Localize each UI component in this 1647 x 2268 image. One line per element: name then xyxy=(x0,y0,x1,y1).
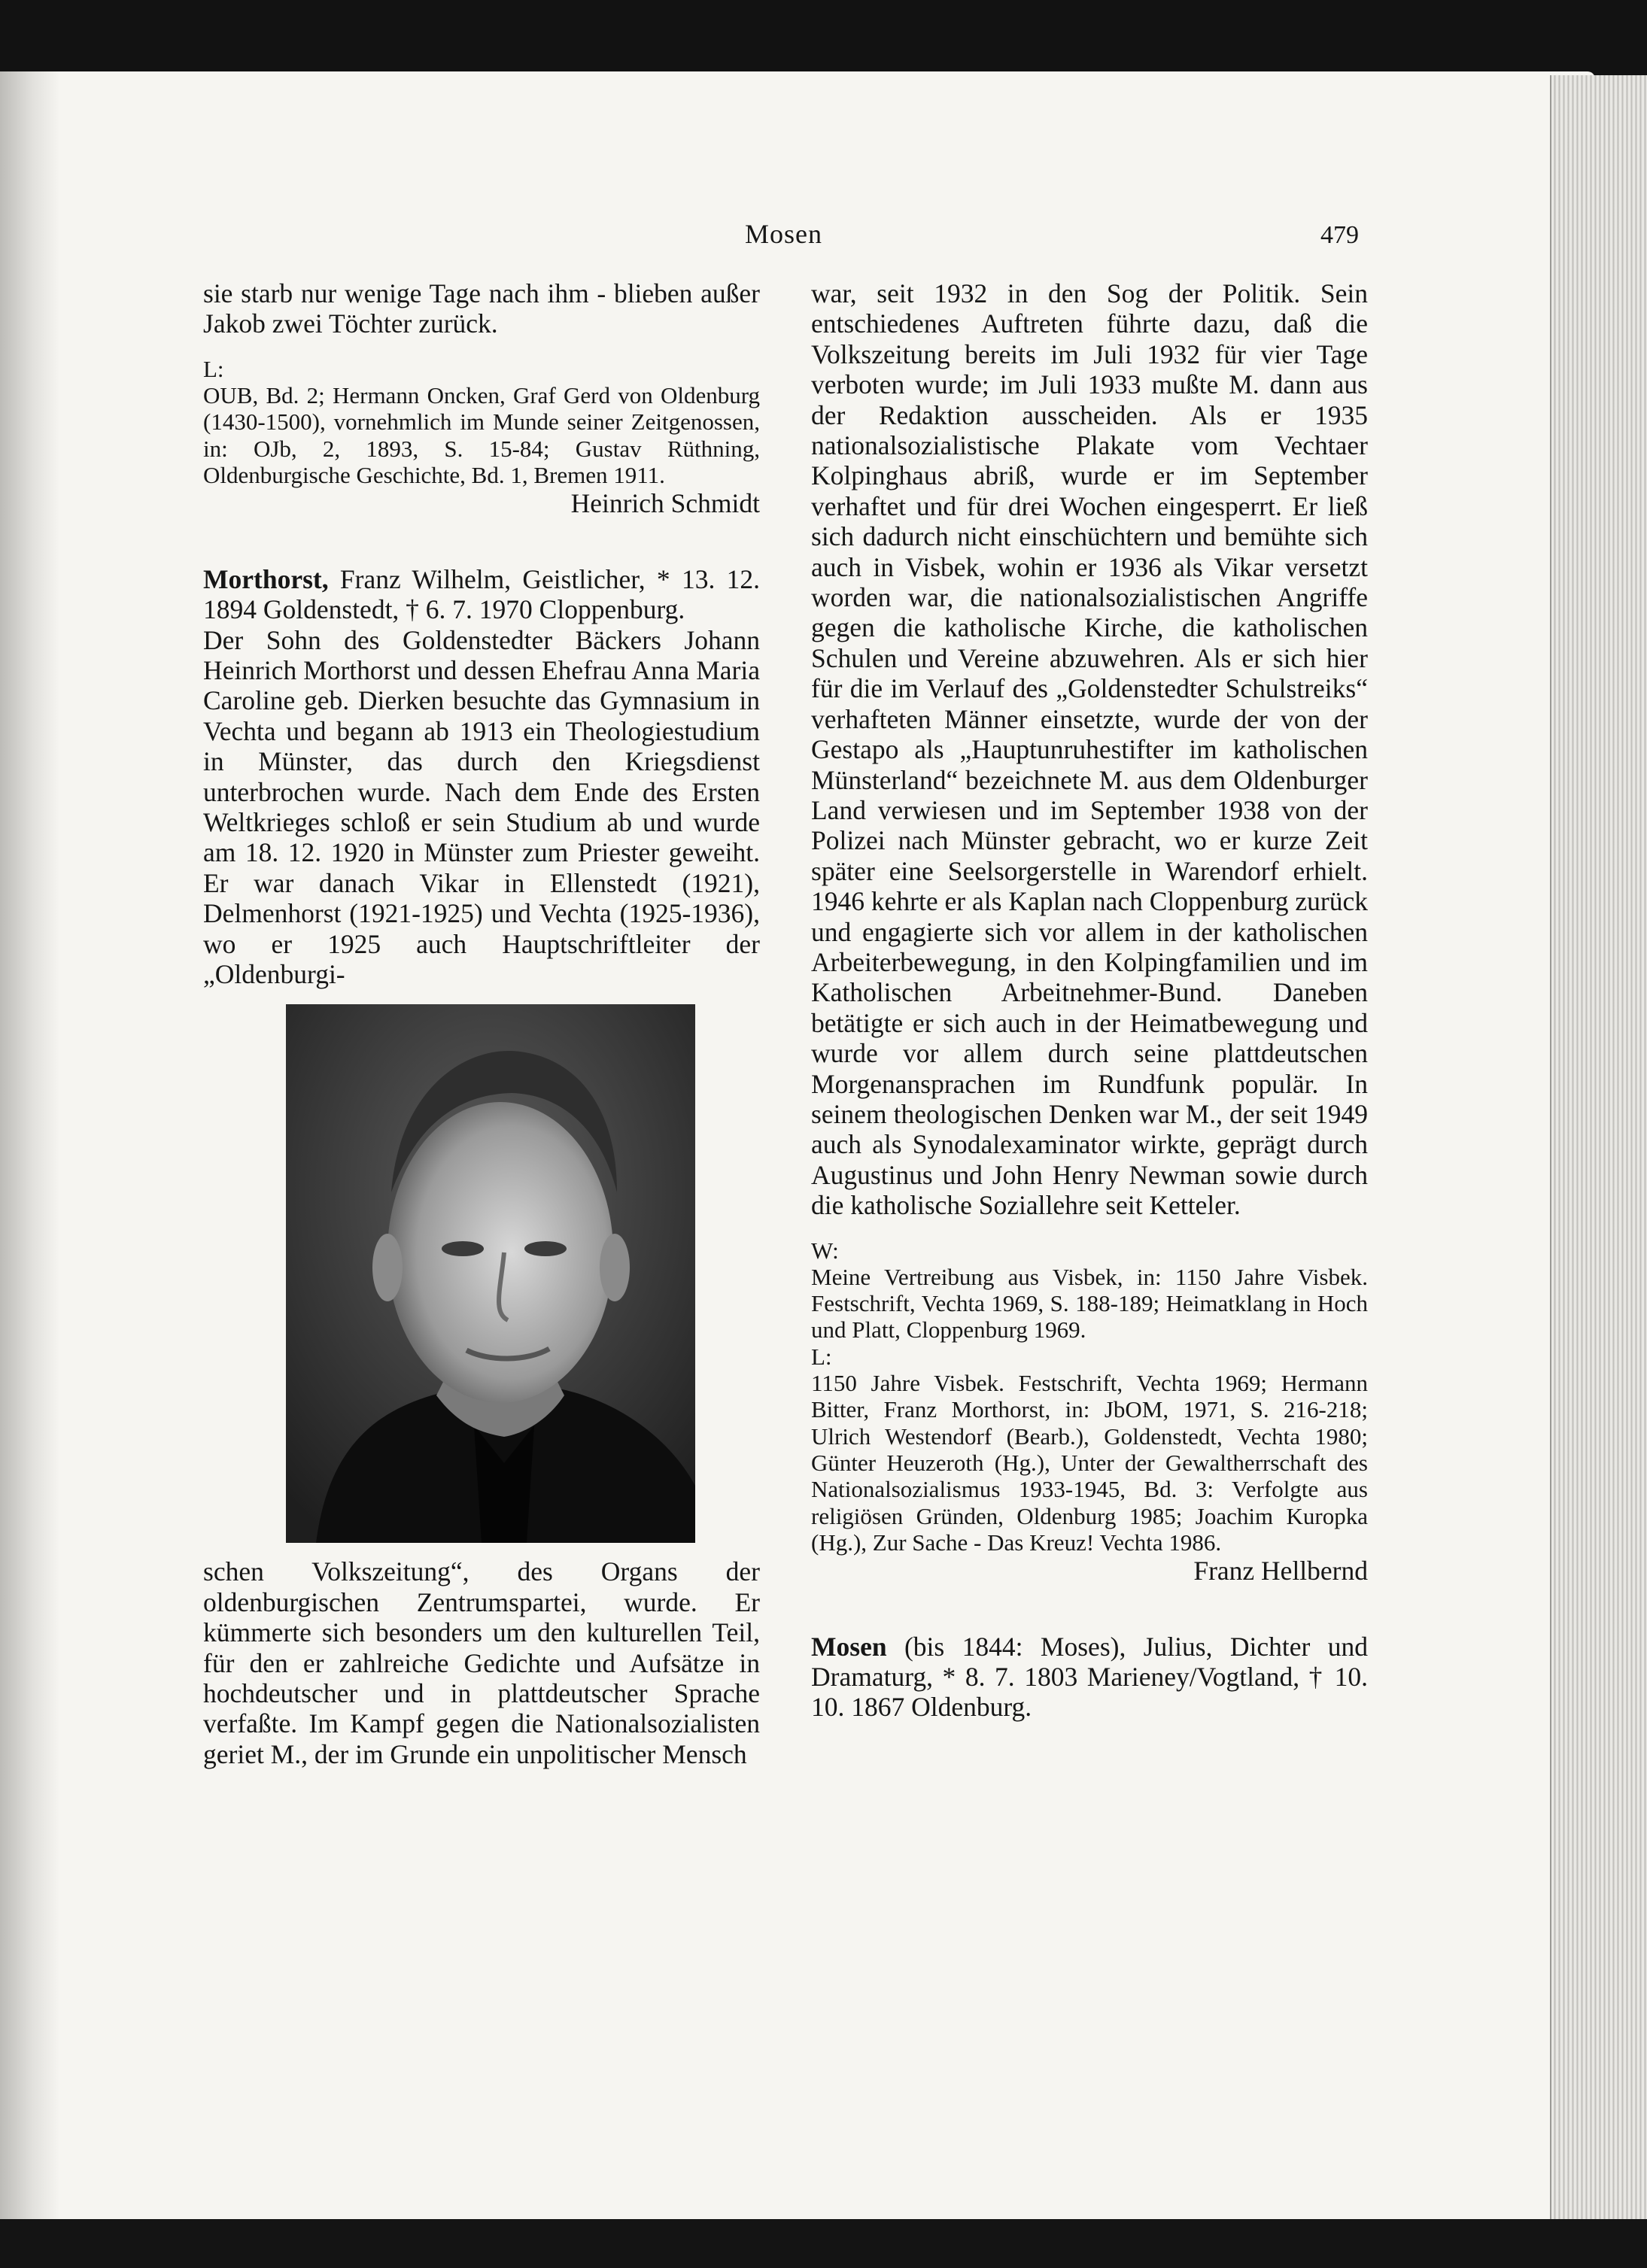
page-gutter-shadow xyxy=(0,71,60,2223)
page-number: 479 xyxy=(1320,221,1359,249)
left-column xyxy=(203,278,760,1769)
works-text: Meine Vertreibung aus Visbek, in: 1150 Jahre Visbek. Festschrift, Vechta 1969, S. 188-189; Heimatklang in Hoch und Platt, Cloppenburg 1969. xyxy=(811,1263,1368,1343)
next-entry-lemma: Mosen xyxy=(811,1631,887,1662)
entry-body-part-2: schen Volkszeitung“, des Organs der oldenburgischen Zentrumspartei, wurde. Er kümmerte sich besonders um den kulturellen Teil, für den er zahlreiche Gedichte und Aufsätze in hochdeutscher und in plattdeutscher Sprache verfaßte. Im Kampf gegen die Nationalsozialisten geriet M., der im Grunde ein unpolitischer Mensch xyxy=(203,1556,760,1769)
literature-text-2: 1150 Jahre Visbek. Festschrift, Vechta 1969; Hermann Bitter, Franz Morthorst, in: JbOM, 1971, S. 216-218; Ulrich Westendorf (Bearb.), Goldenstedt, Vechta 1980; Günter Heuzeroth (Hg.), Unter der Gewaltherrschaft des Nationalsozialismus 1933-1945, Bd. 3: Verfolgte aus religiösen Gründen, Oldenburg 1985; Joachim Kuropka (Hg.), Zur Sache - Das Kreuz! Vechta 1986. xyxy=(811,1370,1368,1556)
scan-background-bottom xyxy=(0,2219,1647,2268)
running-head: Mosen xyxy=(745,219,822,249)
scan-background-top xyxy=(0,0,1647,83)
works-label: W: xyxy=(811,1237,839,1264)
literature-label: L: xyxy=(203,355,224,382)
entry-heading xyxy=(203,564,760,625)
entry-body-part-3: war, seit 1932 in den Sog der Politik. Sein entschiedenes Auftreten führte dazu, daß die Volkszeitung bereits im Juli 1932 für vier Tage verboten wurde; im Juli 1933 mußte M. dann aus der Redaktion ausscheiden. Als er 1935 nationalsozialistische Plakate vom Vechtaer Kolpinghaus abriß, wurde er im September verhaftet und für drei Wochen eingesperrt. Er ließ sich dadurch nicht einschüchtern und bemühte sich auch in Visbek, wohin er 1936 als Vikar versetzt worden war, die nationalsozialistischen Angriffe gegen die katholische Kirche, die katholischen Schulen und Vereine abzuwehren. Als er sich hier für die im Verlauf des „Goldenstedter Schulstreiks“ verhafteten Männer einsetzte, wurde der von der Gestapo als „Hauptunruhestifter im katholischen Münsterland“ bezeichnete M. aus dem Oldenburger Land verwiesen und im September 1938 von der Polizei nach Münster gebracht, wo er kurze Zeit später eine Seelsorgerstelle in Warendorf erhielt. 1946 kehrte er als Kaplan nach Cloppenburg zurück und engagierte sich vor allem in der katholischen Arbeiterbewegung, in den Kolpingfamilien und im Katholischen Arbeitnehmer-Bund. Daneben betätigte er sich auch in der Heimatbewegung und wurde vor allem durch seine plattdeutschen Morgenansprachen im Rundfunk populär. In seinem theologischen Denken war M., der seit 1949 auch als Synodalexaminator wirkte, geprägt durch Augustinus und John Henry Newman sowie durch die katholische Soziallehre seit Ketteler. xyxy=(811,278,1368,1221)
portrait-illustration xyxy=(286,1004,695,1543)
right-column xyxy=(811,278,1368,1723)
author-signature-2: Franz Hellbernd xyxy=(1193,1556,1368,1586)
entry-body-part-1: Der Sohn des Goldenstedter Bäckers Johann Heinrich Morthorst und dessen Ehefrau Anna Maria Caroline geb. Dierken besuchte das Gymnasium in Vechta und begann ab 1913 ein Theologiestudium in Münster, das durch den Kriegsdienst unterbrochen wurde. Nach dem Ende des Ersten Weltkrieges schloß er sein Studium ab und wurde am 18. 12. 1920 in Münster zum Priester geweiht. Er war danach Vikar in Ellenstedt (1921), Delmenhorst (1921-1925) und Vechta (1925-1936), wo er 1925 auch Hauptschriftleiter der „Oldenburgi- xyxy=(203,624,760,989)
literature-label-2: L: xyxy=(811,1343,832,1370)
author-signature: Heinrich Schmidt xyxy=(570,488,760,519)
continued-paragraph: sie starb nur wenige Tage nach ihm - blieben außer Jakob zwei Töchter zurück. xyxy=(203,278,760,339)
entry-lemma: Morthorst, xyxy=(203,563,329,594)
page-header xyxy=(0,218,1595,256)
next-entry-head-text: (bis 1844: Moses), Julius, Dichter und Dramaturg, * 8. 7. 1803 Marieney/Vogtland, † 10. 10. 1867 Oldenburg. xyxy=(811,1631,1368,1723)
entry-head-text: Franz Wilhelm, Geistlicher, * 13. 12. 1894 Goldenstedt, † 6. 7. 1970 Cloppenburg. xyxy=(203,563,760,625)
portrait-photo xyxy=(286,1004,695,1543)
book-page-edges xyxy=(1550,75,1647,2219)
literature-text: OUB, Bd. 2; Hermann Oncken, Graf Gerd von Oldenburg (1430-1500), vornehmlich im Munde seiner Zeitgenossen, in: OJb, 2, 1893, S. 15-84; Gustav Rüthning, Oldenburgische Geschichte, Bd. 1, Bremen 1911. xyxy=(203,382,760,488)
next-entry-heading xyxy=(811,1632,1368,1723)
